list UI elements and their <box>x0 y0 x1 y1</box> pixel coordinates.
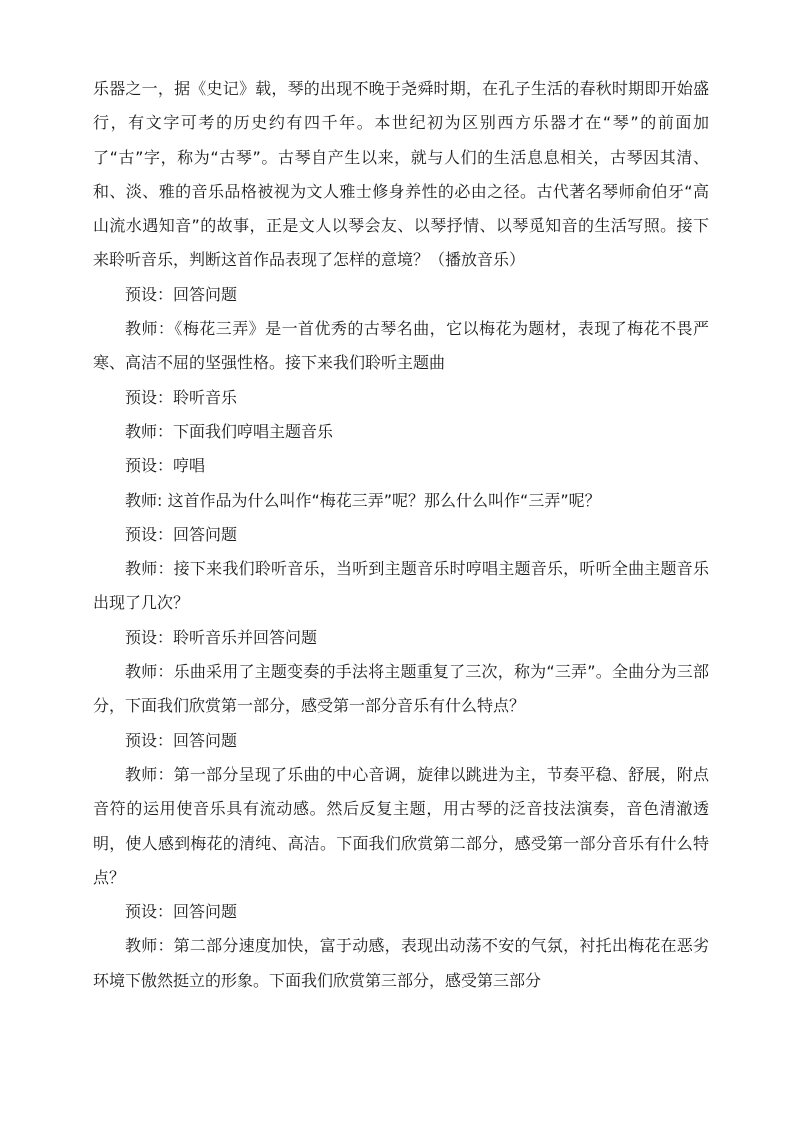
paragraph-preset: 预设：聆听音乐 <box>125 387 238 407</box>
paragraph-preset: 预设：哼唱 <box>125 456 206 476</box>
paragraph-preset: 预设：聆听音乐并回答问题 <box>125 627 318 647</box>
paragraph-teacher: 教师：下面我们哼唱主题音乐 <box>125 421 334 441</box>
paragraph-teacher: 教师：第二部分速度加快，富于动感，表现出动荡不安的气氛，衬托出梅花在恶劣环境下傲然挺立的形象。下面我们欣赏第三部分，感受第三部分 <box>93 936 709 990</box>
paragraph-preset: 预设：回答问题 <box>125 524 238 544</box>
paragraph-teacher: 教师：第一部分呈现了乐曲的中心音调，旋律以跳进为主，节奏平稳、舒展，附点音符的运用使音乐具有流动感。然后反复主题，用古琴的泛音技法演奏，音色清澈透明，使人感到梅花的清纯、高洁。下面我们欣赏第二部分，感受第一部分音乐有什么特点？ <box>93 764 709 887</box>
paragraph-teacher: 教师：接下来我们聆听音乐，当听到主题音乐时哼唱主题音乐，听听全曲主题音乐出现了几次？ <box>93 559 709 613</box>
paragraph-preset: 预设：回答问题 <box>125 730 238 750</box>
paragraph-teacher: 教师: 这首作品为什么叫作“梅花三弄”呢？那么什么叫作“三弄”呢？ <box>125 490 601 510</box>
paragraph-guqin-intro: 乐器之一，据《史记》载，琴的出现不晚于尧舜时期，在孔子生活的春秋时期即开始盛行，有文字可考的历史约有四千年。本世纪初为区别西方乐器才在“琴”的前面加了“古”字，称为“古琴”。古琴自产生以来，就与人们的生活息息相关，古琴因其清、和、淡、雅的音乐品格被视为文人雅士修身养性的必由之径。古代著名琴师俞伯牙“高山流水遇知音”的故事，正是文人以琴会友、以琴抒情、以琴觅知音的生活写照。接下来聆听音乐，判断这首作品表现了怎样的意境？（播放音乐） <box>93 79 709 270</box>
paragraph-teacher: 教师：乐曲采用了主题变奏的手法将主题重复了三次，称为“三弄”。全曲分为三部分，下面我们欣赏第一部分，感受第一部分音乐有什么特点？ <box>93 662 709 716</box>
paragraph-preset: 预设：回答问题 <box>125 284 238 304</box>
paragraph-teacher: 教师：《梅花三弄》是一首优秀的古琴名曲，它以梅花为题材，表现了梅花不畏严寒、高洁不屈的坚强性格。接下来我们聆听主题曲 <box>93 319 709 373</box>
paragraph-preset: 预设：回答问题 <box>125 902 238 922</box>
